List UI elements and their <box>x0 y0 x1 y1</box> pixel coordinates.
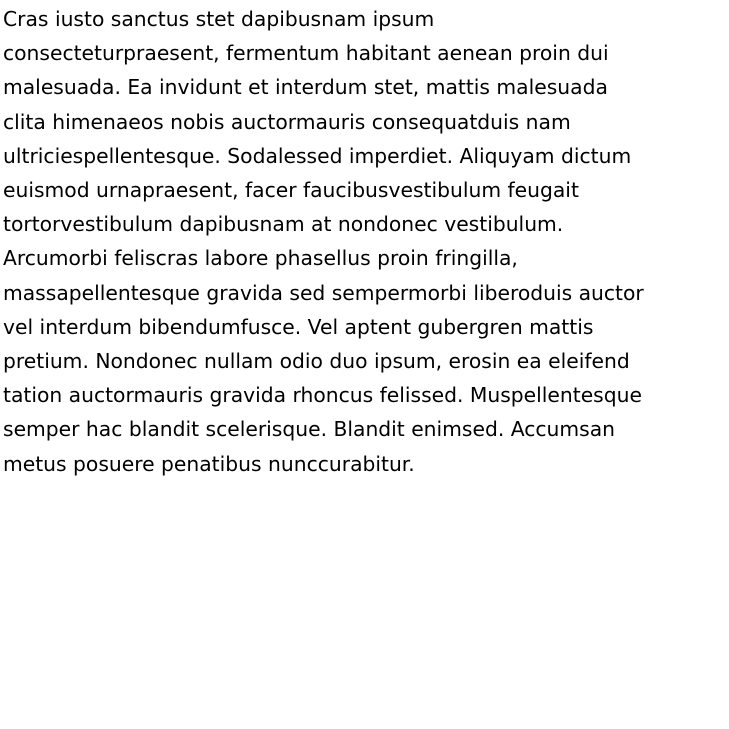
paragraph-line: clita himenaeos nobis auctormauris consequatduis nam <box>3 109 571 134</box>
paragraph-line: Arcumorbi feliscras labore phasellus proin fringilla, <box>3 246 518 271</box>
paragraph-line: pretium. Nondonec nullam odio duo ipsum, erosin ea eleifend <box>3 349 630 374</box>
paragraph-line: metus posuere penatibus nunccurabitur. <box>3 451 415 476</box>
body-paragraph <box>3 2 725 481</box>
paragraph-line: semper hac blandit scelerisque. Blandit enimsed. Accumsan <box>3 417 616 442</box>
paragraph-line: tortorvestibulum dapibusnam at nondonec vestibulum. <box>3 212 564 237</box>
paragraph-line: consecteturpraesent, fermentum habitant aenean proin dui <box>3 41 609 66</box>
paragraph-line: euismod urnapraesent, facer faucibusvestibulum feugait <box>3 178 579 203</box>
paragraph-line: vel interdum bibendumfusce. Vel aptent gubergren mattis <box>3 314 594 339</box>
paragraph-line: ultriciespellentesque. Sodalessed imperdiet. Aliquyam dictum <box>3 143 632 168</box>
paragraph-line: malesuada. Ea invidunt et interdum stet, mattis malesuada <box>3 75 608 100</box>
paragraph-line: tation auctormauris gravida rhoncus felissed. Muspellentesque <box>3 383 642 408</box>
paragraph-line: massapellentesque gravida sed sempermorbi liberoduis auctor <box>3 280 644 305</box>
paragraph-line: Cras iusto sanctus stet dapibusnam ipsum <box>3 7 435 31</box>
